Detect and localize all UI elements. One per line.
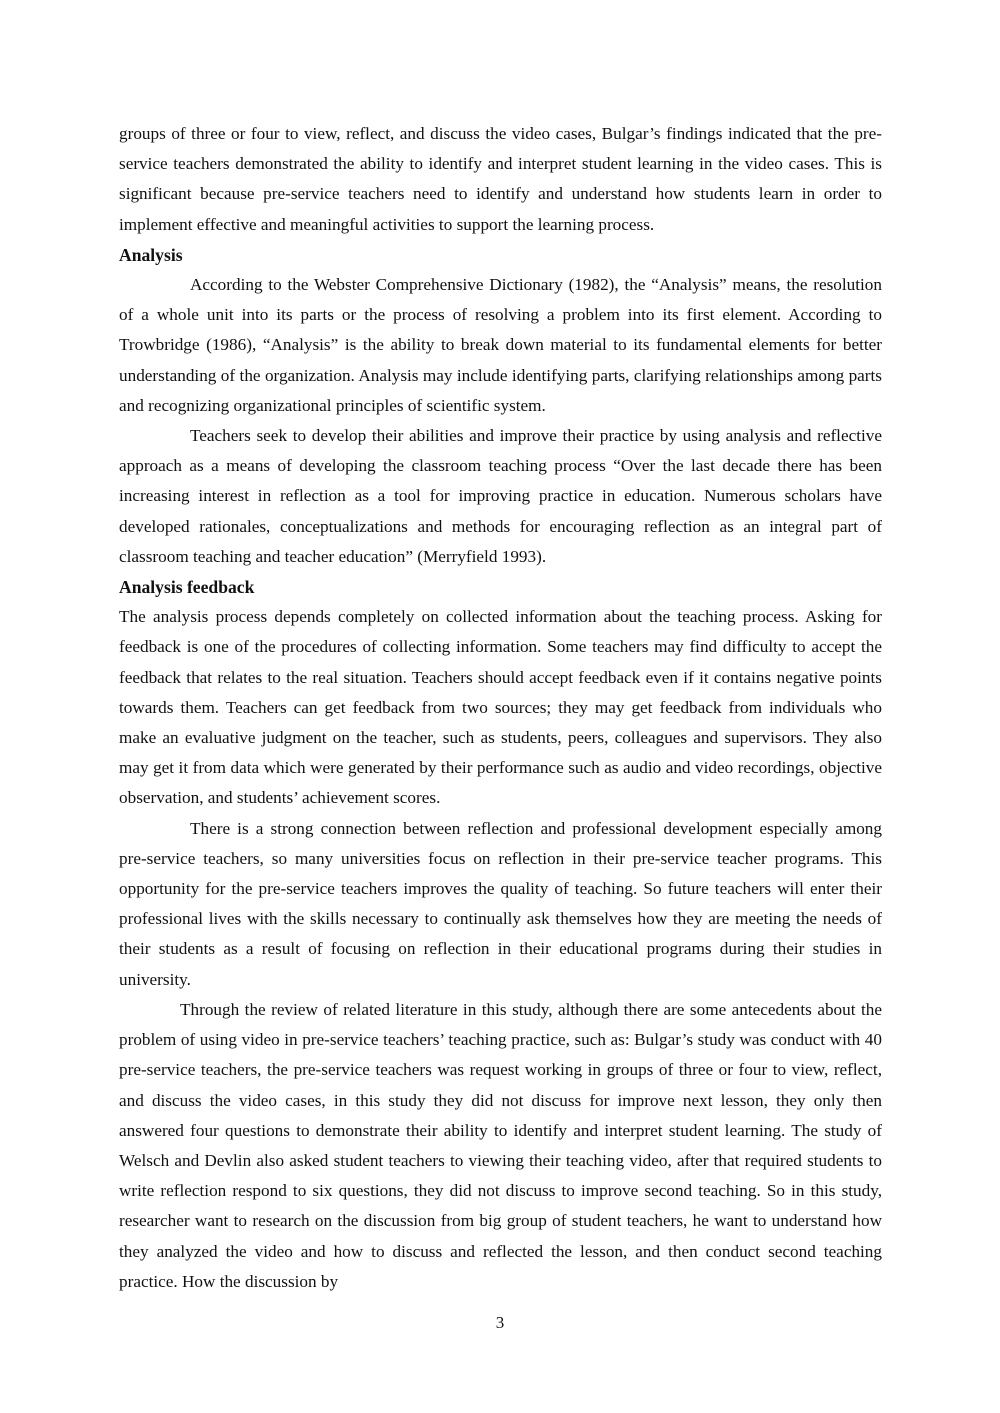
document-page xyxy=(119,119,882,1297)
paragraph-reflective-approach: Teachers seek to develop their abilities and improve their practice by using analysis and reflective approach as a means of developing the classroom teaching process “Over the last decade there has been increasing interest in reflection as a tool for improving practice in education. Numerous scholars have developed rationales, conceptualizations and methods for encouraging reflection as an integral part of classroom teaching and teacher education” (Merryfield 1993). xyxy=(119,426,882,566)
paragraph-feedback-process: The analysis process depends completely on collected information about the teaching process. Asking for feedback is one of the procedures of collecting information. Some teachers may find difficulty to accept the feedback that relates to the real situation. Teachers should accept feedback even if it contains negative points towards them. Teachers can get feedback from two sources; they may get feedback from individuals who make an evaluative judgment on the teacher, such as students, peers, colleagues and supervisors. They also may get it from data which were generated by their performance such as audio and video recordings, objective observation, and students’ achievement scores. xyxy=(119,607,882,808)
heading-analysis: Analysis xyxy=(119,244,183,265)
paragraph-analysis-definition: According to the Webster Comprehensive Dictionary (1982), the “Analysis” means, the resolution of a whole unit into its parts or the process of resolving a problem into its first element. According to Trowbridge (1986), “Analysis” is the ability to break down material to its fundamental elements for better understanding of the organization. Analysis may include identifying parts, clarifying relationships among parts and recognizing organizational principles of scientific system. xyxy=(119,275,882,415)
page-number: 3 xyxy=(495,1313,505,1332)
heading-analysis-feedback: Analysis feedback xyxy=(119,577,255,598)
paragraph-literature-review: Through the review of related literature in this study, although there are some antecedents about the problem of using video in pre-service teachers’ teaching practice, such as: Bulgar’s study was conduct with 40 pre-service teachers, the pre-service teachers was request working in groups of three or four to view, reflect, and discuss the video cases, in this study they did not discuss for improve next lesson, they only then answered four questions to demonstrate their ability to identify and interpret student learning. The study of Welsch and Devlin also asked student teachers to viewing their teaching video, after that required students to write reflection respond to six questions, they did not discuss to improve second teaching. So in this study, researcher want to research on the discussion from big group of student teachers, he want to understand how they analyzed the video and how to discuss and reflected the lesson, and then conduct second teaching practice. How the discussion by xyxy=(119,999,882,1291)
paragraph-bulgar-findings: groups of three or four to view, reflect, and discuss the video cases, Bulgar’s findings indicated that the pre-service teachers demonstrated the ability to identify and interpret student learning in the video cases. This is significant because pre-service teachers need to identify and understand how students learn in order to implement effective and meaningful activities to support the learning process. xyxy=(119,124,882,234)
paragraph-reflection-development: There is a strong connection between reflection and professional development especially among pre-service teachers, so many universities focus on reflection in their pre-service teacher programs. This opportunity for the pre-service teachers improves the quality of teaching. So future teachers will enter their professional lives with the skills necessary to continually ask themselves how they are meeting the needs of their students as a result of focusing on reflection in their educational programs during their studies in university. xyxy=(119,818,882,989)
